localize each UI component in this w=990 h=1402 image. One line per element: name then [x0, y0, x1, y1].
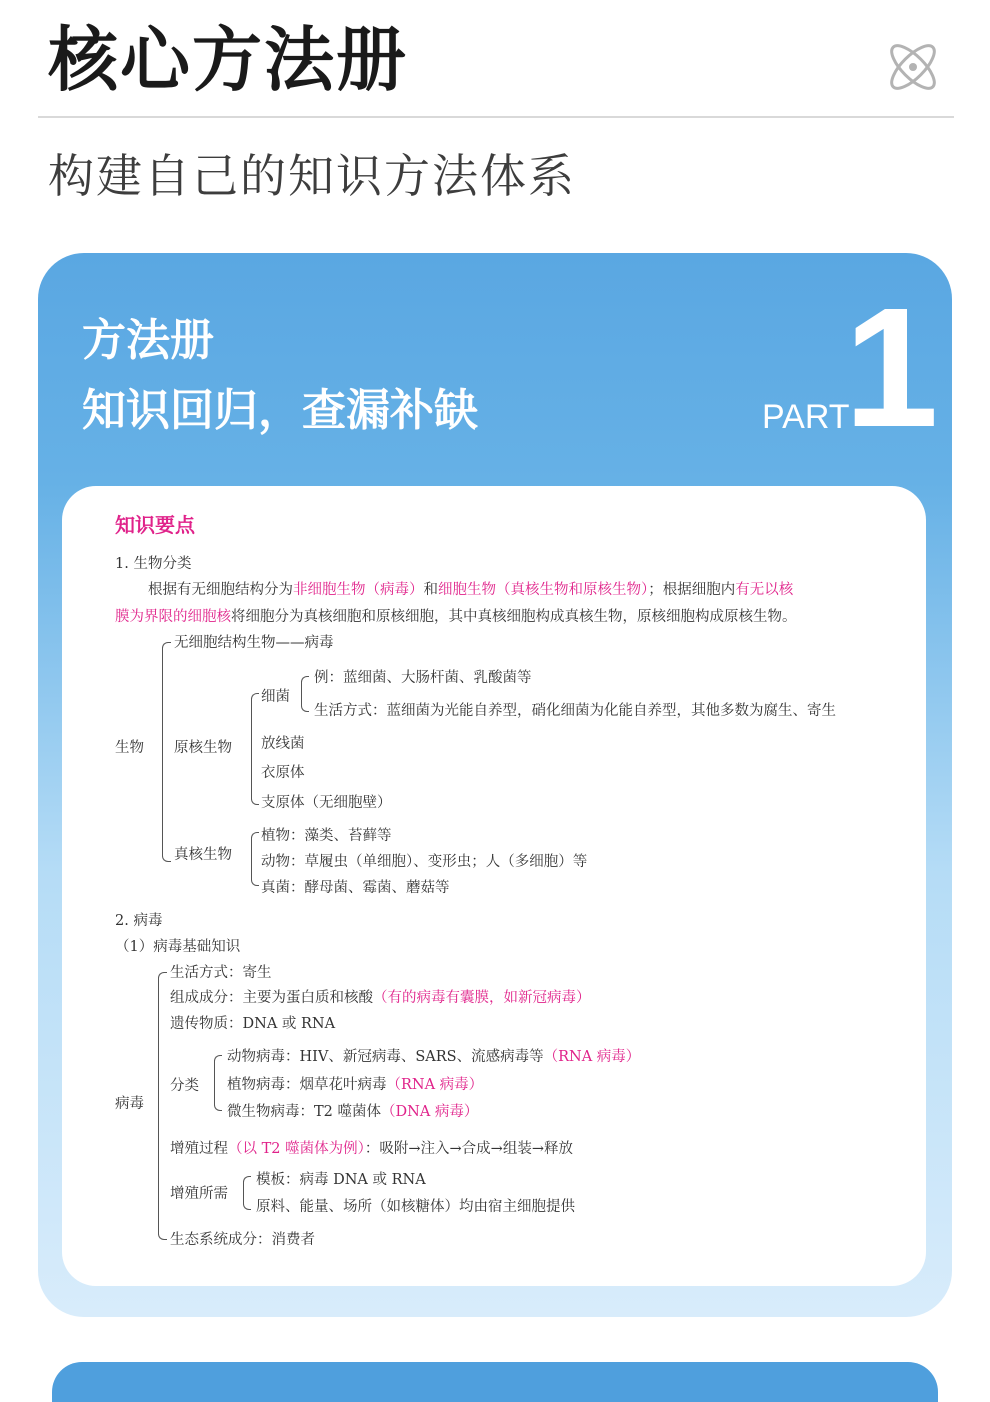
- virus-replication-needs: 增殖所需: [170, 1186, 228, 1202]
- needs-template: 模板：病毒 DNA 或 RNA: [256, 1172, 426, 1188]
- para-text: 根据有无细胞结构分为: [148, 582, 293, 598]
- eukaryote-plants: 植物：藻类、苔藓等: [261, 828, 392, 844]
- tree-bracket: [162, 642, 171, 862]
- plant-virus-text: 植物病毒：烟草花叶病毒: [227, 1077, 387, 1093]
- virus-composition: [170, 988, 591, 1008]
- tree-bracket: [158, 972, 167, 1240]
- tree-bracket: [214, 1055, 222, 1111]
- tree-node-acellular: 无细胞结构生物——病毒: [174, 635, 334, 651]
- para-highlight: 非细胞生物（病毒）: [293, 582, 424, 598]
- para-text: ；根据细胞内: [648, 582, 736, 598]
- content-card: [62, 486, 926, 1286]
- composition-highlight: （有的病毒有囊膜，如新冠病毒）: [373, 990, 591, 1006]
- replication-highlight: （以 T2 噬菌体为例）: [228, 1141, 365, 1157]
- tree-node-mycoplasma: 支原体（无细胞壁）: [261, 795, 392, 811]
- virus-subheading: （1）病毒基础知识: [115, 939, 241, 955]
- page-subtitle: 构建自己的知识方法体系: [48, 149, 576, 203]
- page-title: 核心方法册: [48, 19, 408, 101]
- replication-text: 增殖过程: [170, 1141, 228, 1157]
- animal-virus-type: （RNA 病毒）: [543, 1049, 641, 1065]
- virus-classification: 分类: [170, 1078, 199, 1094]
- plant-virus-type: （RNA 病毒）: [386, 1077, 484, 1093]
- part-tagline: 知识回归，查漏补缺: [82, 385, 478, 436]
- microbe-virus-text: 微生物病毒：T2 噬菌体: [227, 1104, 382, 1120]
- para-text: 将细胞分为真核细胞和原核细胞，其中真核细胞构成真核生物，原核细胞构成原核生物。: [231, 609, 797, 625]
- tree-root-organisms: 生物: [115, 740, 144, 756]
- tree-root-virus: 病毒: [115, 1096, 144, 1112]
- tree-bracket: [243, 1176, 251, 1210]
- classification-heading: 1. 生物分类: [115, 556, 192, 572]
- tree-bracket: [251, 832, 259, 886]
- virus-lifestyle: 生活方式：寄生: [170, 965, 272, 981]
- virus-microbe: [227, 1102, 478, 1122]
- composition-text: 组成成分：主要为蛋白质和核酸: [170, 990, 373, 1006]
- tree-bracket: [301, 676, 309, 712]
- eukaryote-fungi: 真菌：酵母菌、霉菌、蘑菇等: [261, 880, 450, 896]
- animal-virus-text: 动物病毒：HIV、新冠病毒、SARS、流感病毒等: [227, 1049, 544, 1065]
- tree-node-bacteria: 细菌: [261, 689, 290, 705]
- part-number: 1: [844, 273, 939, 463]
- next-card-edge: [52, 1362, 938, 1402]
- tree-node-actinomycetes: 放线菌: [261, 736, 305, 752]
- header-divider: [38, 116, 954, 118]
- section-title: 知识要点: [115, 513, 195, 537]
- virus-plant: [227, 1075, 483, 1095]
- para-highlight: 膜为界限的细胞核: [115, 609, 231, 625]
- virus-ecosystem-role: 生态系统成分：消费者: [170, 1232, 315, 1248]
- part-card: [38, 253, 952, 1317]
- bacteria-example: 例：蓝细菌、大肠杆菌、乳酸菌等: [314, 670, 532, 686]
- tree-node-prokaryote: 原核生物: [174, 740, 232, 756]
- para-highlight: 有无以核: [735, 582, 794, 598]
- tree-node-chlamydia: 衣原体: [261, 765, 305, 781]
- para-text: 和: [423, 582, 438, 598]
- virus-replication: [170, 1139, 573, 1159]
- replication-steps: ：吸附→注入→合成→组装→释放: [364, 1141, 573, 1157]
- needs-materials: 原料、能量、场所（如核糖体）均由宿主细胞提供: [256, 1199, 575, 1215]
- microbe-virus-type: （DNA 病毒）: [381, 1104, 479, 1120]
- tree-node-eukaryote: 真核生物: [174, 847, 232, 863]
- classification-para-line2: [115, 607, 797, 627]
- part-label: PART: [762, 398, 850, 436]
- eukaryote-animals: 动物：草履虫（单细胞）、变形虫；人（多细胞）等: [261, 854, 588, 870]
- para-highlight: 细胞生物（真核生物和原核生物）: [438, 582, 649, 598]
- virus-animal: [227, 1047, 640, 1067]
- bacteria-lifestyle: 生活方式：蓝细菌为光能自养型，硝化细菌为化能自养型，其他多数为腐生、寄生: [314, 703, 836, 719]
- tree-bracket: [251, 693, 259, 805]
- part-title: 方法册: [82, 315, 214, 366]
- classification-para-line1: [148, 580, 793, 600]
- virus-genetic-material: 遗传物质：DNA 或 RNA: [170, 1016, 336, 1032]
- atom-icon: [882, 36, 944, 98]
- virus-heading: 2. 病毒: [115, 913, 163, 929]
